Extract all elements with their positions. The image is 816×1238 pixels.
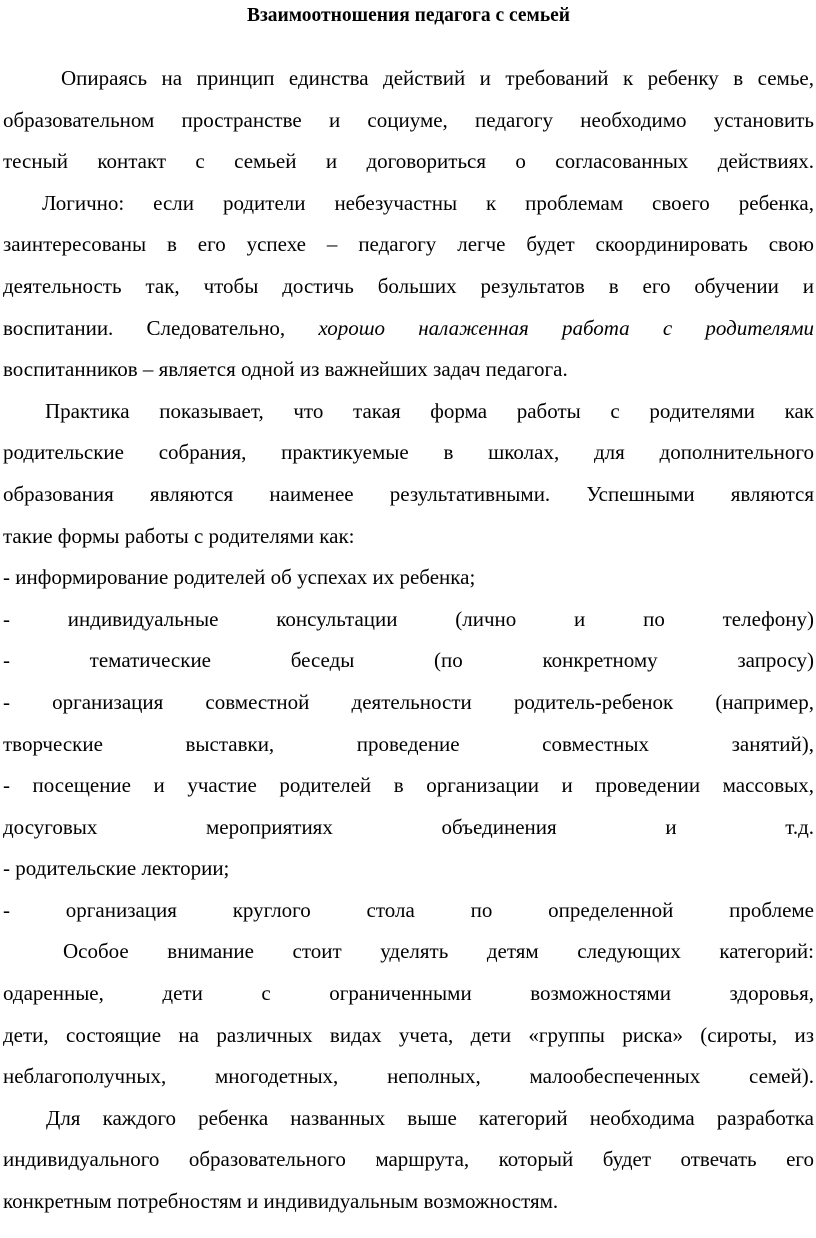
paragraph-line: деятельность так, чтобы достичь больших результатов в его обучении и: [3, 273, 814, 298]
paragraph-line: Логично: если родители небезучастны к проблемам своего ребенка,: [42, 190, 814, 215]
paragraph-line: Для каждого ребенка названных выше категорий необходима разработка: [46, 1105, 814, 1130]
paragraph-line: неблагополучных, многодетных, неполных, малообеспеченных семей).: [3, 1064, 814, 1089]
list-item: - родительские лектории;: [3, 856, 230, 881]
list-item: - организация круглого стола по определенной проблеме: [3, 897, 814, 922]
list-item: творческие выставки, проведение совместных занятий),: [3, 731, 814, 756]
list-item: - индивидуальные консультации (лично и по телефону): [3, 606, 814, 631]
paragraph-line: тесный контакт с семьей и договориться о согласованных действиях.: [3, 149, 814, 174]
paragraph-line: Практика показывает, что такая форма работы с родителями как: [45, 398, 814, 423]
paragraph-line: [3, 308, 814, 350]
paragraph-line: такие формы работы с родителями как:: [3, 523, 355, 548]
paragraph-line: конкретным потребностям и индивидуальным возможностям.: [3, 1189, 559, 1214]
paragraph-line: Опираясь на принцип единства действий и требований к ребенку в семье,: [61, 66, 814, 90]
paragraph-line: дети, состоящие на различных видах учета, дети «группы риска» (сироты, из: [3, 1022, 814, 1047]
document-title: Взаимоотношения педагога с семьей: [246, 5, 571, 26]
list-item: - тематические беседы (по конкретному запросу): [3, 648, 814, 673]
paragraph-line: воспитанников – является одной из важнейших задач педагога.: [3, 357, 568, 382]
paragraph-line: образования являются наименее результативными. Успешными являются: [3, 481, 814, 506]
paragraph-line: заинтересованы в его успехе – педагогу легче будет скоординировать свою: [3, 232, 814, 257]
paragraph-text: воспитании. Следовательно,: [3, 315, 319, 340]
paragraph-line: родительские собрания, практикуемые в школах, для дополнительного: [3, 440, 814, 465]
paragraph-line: одаренные, дети с ограниченными возможностями здоровья,: [3, 981, 814, 1006]
list-item: - организация совместной деятельности родитель-ребенок (например,: [3, 689, 814, 714]
list-item: досуговых мероприятиях объединения и т.д.: [3, 814, 814, 839]
emphasized-text: хорошо налаженная работа с родителями: [318, 315, 814, 340]
list-item: - посещение и участие родителей в организации и проведении массовых,: [3, 773, 814, 798]
document-body: [3, 58, 814, 1223]
list-item: - информирование родителей об успехах их ребенка;: [3, 565, 476, 590]
paragraph-line: Особое внимание стоит уделять детям следующих категорий:: [63, 939, 814, 964]
paragraph-line: образовательном пространстве и социуме, педагогу необходимо установить: [3, 107, 814, 132]
paragraph-line: индивидуального образовательного маршрута, который будет отвечать его: [3, 1147, 814, 1172]
